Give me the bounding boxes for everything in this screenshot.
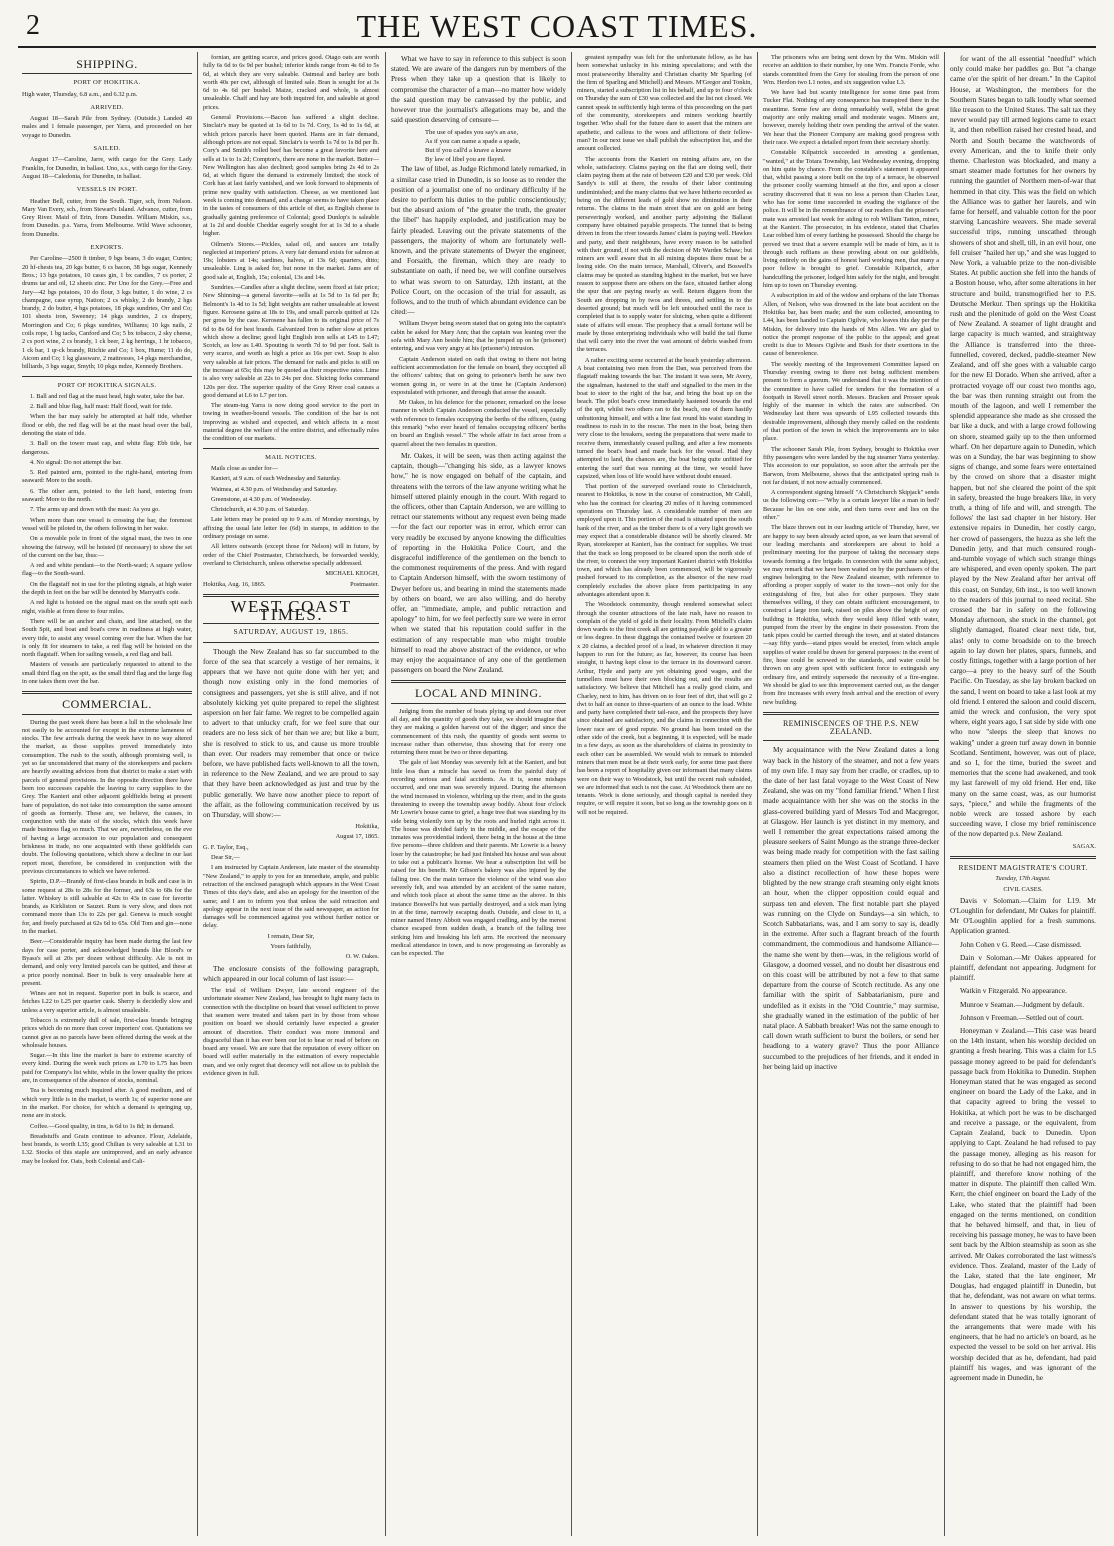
editorial-article — [203, 647, 379, 820]
divider — [763, 740, 939, 741]
local-paragraph: greatest sympathy was felt for the unfortunate fellow, as he has been somewhat unlucky in his mining speculations; and with the most praiseworthy liberality and Christian charity Mr Sparling (of the firm of Sparling and Mitchell) and Messrs. M'Gregor and Tonkin, miners, started a subscription list in his behalf, and up to four o'clock on Thursday the sum of £30 was collected and the list not closed. We cannot speak in sufficiently high terms of this proceeding on the part of the community, storekeepers and miners working heartily together. Who shall for the future dare to assert that the miners are apathetic, and callous to the woes and afflictions of their fellow-man? In our next issue we shall publish the subscription list, and the amount collected. — [577, 54, 752, 153]
local-paragraph: The blaze thrown out in our leading article of Thursday, have, we are happy to say been already acted upon, as we learn that several of our leading merchants and storekeepers are about to hold a preliminary meeting for the purpose of taking the necessary steps towards forming a fire brigade. In connexion with the same subject, we may remark that we have been waited on by the purchasers of the engines belonging to the New Zealand steamer, with reference to affording a proper supply of water to the town—not only for the extinguishing of fire, but also for other purposes. They state themselves willing, if they can obtain sufficient encouragement, to construct a large iron tank, raised on piles above the height of any building in Hokitika, which they would keep filled with water, pumped from the river by the engine in their possession. From the tank pipes could be carried through the town, and at stated distances—say fifty yards—stand pipes would be erected, from which ample supplies of water could be drawn for general purposes: in the event of fire, hose could be screwed to the standards, and water could be thrown on any given spot with sufficient force to extinguish any ordinary fire, and entirely supersede the necessity of a fire-engine. We should be glad to see this improvement carried out, as the danger from fire increases with every fresh arrival and the erection of every new building. — [763, 524, 939, 706]
shipping-heading: SHIPPING. — [76, 57, 138, 71]
divider — [950, 856, 1096, 859]
commercial-paragraph: Tea is becoming much inquired after. A good medium, and of which very little is in the market, is worth 1s; of superior none are in the market. For choice, for which a demand is springing up, none are in stock. — [22, 1087, 192, 1120]
letter-close-1: I remain, Dear Sir, — [267, 932, 315, 940]
signal-item: On a movable pole in front of the signal mast, the two in one showing the fairway, will be hoisted (if necessary) to show the set of the current on the bar, thus:— — [22, 535, 192, 559]
mail-place: Hokitika, Aug. 16, 1865. — [203, 580, 266, 588]
port-heading: PORT OF HOKITIKA. — [73, 79, 141, 87]
signal-item: On the flagstaff not in use for the piloting signals, at high water the depth in feet on the bar will be denoted by Marryatt's code. — [22, 580, 192, 597]
editorial-continued-2 — [391, 164, 566, 317]
signal-item: 6. The other arm, pointed to the left hand, entering from seaward: More to the north. — [22, 487, 192, 504]
editorial-after: The enclosure consists of the following paragraph, which appeared in our local column of last issue:— — [203, 963, 379, 983]
court-case: Munroe v Seaman.—Judgment by default. — [960, 999, 1085, 1009]
column-divider — [197, 52, 198, 1536]
commercial-paragraph: Spirits, D.P.—Brandy of first-class brands in bulk and case is in some request at 28s to 28s for the former, and 63s to 68s for the latter. Whiskey is still saleable at 42s to 43s in case for favorite brands, as Kirkliston or Sauzet. Rum is very slow, and does not command more than 13s to 22s per gal. Geneva is much sought for, and freely purchased at 62s 6d to 65s. Old Tom and gin—none in the market. — [22, 878, 192, 936]
evidence-quotes — [391, 320, 566, 448]
commercial-paragraph: During the past week there has been a lull in the wholesale line not easily to be accounted for except in the extreme lameness of stocks. The few arrivals during the week have in no way altered the market, as those supplies proved immediately into consumption. The rush to the south, although promising well, is yet so far unconsidered that many of the storekeepers and packers are heavily awaiting advices from that district to make a start with parcels of general provisions. In the opposite direction there have been too successes capable the leaving to carry supplies to the Grey. The Kanieri and other adjacent goldfields being at present bare of population, do not take into consumption the same amount of goods as formerly. These are, we believe, the causes, in conjunction with the state of the stocks, which this week have made business flag so much. That we are, nevertheless, on the eve of having a large accession to our population and consequent briskness in trade, no one acquainted with these goldfields can doubt. The following quotations, which show a decline in our last report most, therefore, be considered in conjunction with the previous circumstances to which we have referred. — [22, 718, 192, 875]
letter-body: I am instructed by Captain Anderson, late master of the steamship "New Zealand," to apply to you for an immediate, ample, and public retraction of the enclosed paragraph which appears in the West Coast Times of this day's date, and also an apology for the insertion of the same; and I am to inform you that unless the said retraction and apology appear in the next issue of the said newspaper, an action for damages will be commenced against you without further notice or delay. — [203, 864, 379, 930]
local-paragraph: The weekly meeting of the Improvement Committee lapsed on Thursday evening owing to there not being sufficient members present to form a quorum. We understand that it was the intention of the committee to have called for tenders for the formation of a footpath in Revell street north. Messrs. Bracken and Prosser speak highly of the manner in which the rates are subscribed. On Wednesday last there was upwards of L95 collected towards this desirable improvement, although they merely called on the residents of that portion of the town in which the improvements are to take place. — [763, 360, 939, 443]
court-heading: RESIDENT MAGISTRATE'S COURT. — [958, 862, 1088, 872]
commercial-paragraph: Oilmen's Stores.—Pickles, salad oil, and sauces are totally neglected at importers' prices. A very fair demand exists for salmon at 19s; lobsters at 14s; sardines, halves, at 13s 6d; quarters, ditto; unsaleable. Ling is asked for, but none in the market. Jams are of good sale at, English, 15s; colonial, 13s and 14s. — [203, 240, 379, 281]
poem-line: But if you call'd a knave a knave — [425, 147, 512, 155]
local-news — [763, 54, 939, 707]
commercial-paragraph: Wines are not in request. Superior port in bulk is scarce, and fetches L22 to L25 per quarter cask. Sherry is decidedly slow and unless a very superior article, is almost unsaleable. — [22, 990, 192, 1014]
court-case: Dain v Soloman.—Mr Oakes appeared for plaintiff, defendant not appearing. Judgment for plaintiff. — [950, 952, 1096, 983]
signal-item: A red and white pendant—to the North-ward; A square yellow flag—to the South-ward. — [22, 562, 192, 578]
editorial-paragraph: The law of libel, as Judge Richmond lately remarked, in a similar case tried in Dunedin, is so loose as to render the position of a journalist one of no ordinary difficulty if he desire to perform his duties to the public conscientiously; but the absurd axiom of "the greater the truth, the greater the libel" has happily exploded, and justification may be fairly pleaded. Leaving out the private statements of the passengers, the majority of whom are fortunately well-known, and the private statements of Dwyer the engineer, and Forsaith, the fireman, which they are ready to substantiate on oath, if need be, we will confine ourselves to what was sworn to on Saturday, 12th instant, at the Police Court, on the occasion of the trial for assault, as follows, and to the truth of which abundant evidence can be cited:— — [391, 164, 566, 317]
commercial-paragraph: Coffee.—Good quality, in tins, is 6d to 1s 8d; in demand. — [30, 1122, 175, 1130]
divider — [763, 712, 939, 715]
inner-masthead: WEST COAST TIMES. — [230, 596, 352, 625]
evidence-paragraph: Mr Oakes, in his defence for the prisoner, remarked on the loose manner in which Captain Anderson conducted the vessel, especially with reference to females occupying the berths of the officers, (using this remark) "who ever heard of females occupying officers' berths on board an English vessel." The whole affair in fact arose from a quarrel about the two females in question. — [391, 399, 566, 448]
divider — [203, 642, 379, 643]
sailed-text: August 17—Caroline, Jarre, with cargo for the Grey. Lady Franklin, for Dunedin, in ballast. Uno, s.s., with cargo for the Grey. August 18—Caledonia, for Dunedin, in ballast. — [22, 156, 192, 180]
court-case: Davis v Soloman.—Claim for L19. Mr O'Loughlin for defendant, Mr Oakes for plaintiff. Mr O'Loughlin applied for a fresh summons. Application granted. — [950, 895, 1096, 936]
mail-notice-line: Late letters may be posted up to 9 a.m. of Monday mornings, by affixing the usual late letter fee (6d) in stamps, in addition to the ordinary postage on same. — [203, 516, 379, 541]
vessels-label: VESSELS IN PORT. — [76, 186, 138, 194]
commercial-article — [22, 719, 192, 1166]
local-paragraph: The Woodstock community, though rendered somewhat select through the counter attractions of the late rush, have no reason to complain of the yield of gold in their locality. From Mitchell's claim down wards to the first creek all are getting payable gold to a greater or less degree. In these diggings the contained twelve or fourteen 20 x 20 claims, a decided proof of a lead, in whatever direction it may happen to run for the future; as far, however, its course has been straight, it having kept close to the terrace in its downward career. Arthur, Hyde and party are yet obtaining good wages, and the tunnellers must have their own blocking out, and the results are satisfactory. We believe that Mitchell has a really good claim, and Charley, next to him, has driven on to four feet of dirt, that will go 2 dwt to half an ounce to three-quarters of an ounce to the load. White and party have completed their tail-race, and the prospects they have since obtained are satisfactory, and the claims in connection with the lower race are of good repute. No ground has been tested on the other side of the creek, but a beginning, it is expected, will be made in a few days, as soon as the shareholders of claims in proximity to each other can be assembled. We would wish to remark to intended miners that men must be at their work early, for some time past there has been a report of hospitality given our informant that many claims were on their way to Woodstock, but until the recent rush subsided, we are informed that such is not the case. At Woodstock there are no tenants. Work is done seriously, and though capital is needed they require, or will require it soon, but so long as the township goes on it will not be required. — [577, 601, 752, 816]
column-2 — [203, 54, 379, 1534]
arrived-label: ARRIVED. — [90, 103, 124, 111]
signal-item: When more than one vessel is crossing the bar, the foremost vessel will be piloted in, the others following in her wake. — [22, 516, 192, 532]
divider — [391, 703, 566, 704]
local-paragraph: Judging from the number of boats plying up and down our river all day, and the quantity of goods they take, we should imagine that they are making a golden harvest out of the digger; and since the commencement of this rush, the quantity of goods sent seems to increase rather than otherwise, thus showing that for every one returning there must be two or three departing. — [391, 707, 566, 757]
commercial-paragraph: Sundries.—Candles after a slight decline, seem fixed at fair price; New Shinning—a general favorite—sells at 1s 5d to 1s 6d per lb; Belmont's 1s 4d to 1s 5d; light weights are rather unsaleable at lowest figure. Kerosene gains at 18s to 19s, and small parcels quitted at 12s per gross by the case. Kerosene has fallen to its original price of 7s 6d to 8s 6d for best brands. Galvanized Iron is rather slow at prices which show a decline; good light English iron sells at L45 to L47; Scotch, as low as L40. Spouting is worth 7d to 9d per foot. Salt is very scarce, and worth as high a price as 16s per cwt. Soap is also very saleable at fair prices. The demand for nails and picks is still on the increase at 65s; this may be quoted as their respective rates. Lime is also very saleable at 22s to 24s per doz. Sluicing forks command 120s per doz. The superior quality of the Grey River coal causes a good demand at L6 to L7 per ton. — [203, 284, 379, 399]
signal-item: 2. Ball and blue flag, half mast: Half flood, wait for tide. — [30, 403, 173, 411]
column-5 — [763, 54, 939, 1534]
court-case: Honeyman v Zealand.—This case was heard on the 14th instant, when his worship decided on granting a fresh hearing. This was a claim for L5 passage money agreed to be paid for defendant's passage back from Hokitika to Dunedin. Stephen Honeyman stated that he was engaged as second engineer on board the Lady of the Lake, and in that capacity agreed to bring the vessel to Hokitika, at which port he was to be discharged and receive a passage, or the equivalent, from Captain Zealand, back to Dunedin. Upon applying to Capt. Zealand he had refused to pay the passage money, alleging as his reason for refusing to do so that he had not engaged him, the plaintiff, and therefore know nothing of the matter in dispute. The plaintiff then called Wm. Kerr, the chief engineer on board the Lady of the Lake, who stated that the plaintiff had been engaged on the terms mentioned, on condition that he behaved himself, and that, in lieu of receiving his passage money, he was to have been sent back by the Albion steamship as soon as she arrived. Mr Oakes corroborated the last witness's evidence. Thos. Zealand, master of the Lady of the Lake, stated that the late engineer, Mr Douglas, had engaged plaintiff in Dunedin, but that he, defendant, was not aware on what terms. In answer to questions by his worship, the defendant stated that he was totally ignorant of the arrangements that were made with his engineers, that he had no article's on board, as he expected the vessel to be sold on her arrival. His worship decided that as he, defendant, had paid plaintiff his wages, and was ignorant of the agreement made in Dunedin, he — [950, 1026, 1096, 1382]
masthead — [0, 0, 1114, 44]
court-case: Watkin v Fitzgerald. No appearance. — [960, 986, 1067, 996]
newspaper-title: THE WEST COAST TIMES. — [356, 8, 758, 44]
commercial-paragraph: Sugar.—In this line the market is bare to extreme scarcity of every kind. During the week such prices as L70 to L75 has been paid for Company's list white, while in the lower quality the prices are, in consequence of the absence of stocks, nominal. — [22, 1052, 192, 1085]
court-cases — [950, 896, 1096, 1383]
local-paragraph: The gale of last Monday was severely felt at the Kanieri, and but little less than a miracle has saved us from the painful duty of recording serious and fatal accidents. As it is, some mishaps occurred, and one man was severely injured. During the afternoon the wind increased in violence, whirling up the river, and in the gusts threatening to sweep the township away bodily. About four o'clock Mr Lowrie's house came to grief, a huge tree that was standing by its side being violently torn up by the roots and hurled right across it. The house was divided fairly in the middle, and the escape of the inmates was providential indeed, there being in the house at the time five persons—three children and their parents. Mr Lowrie is a heavy loser by the catastrophe; he had just finished his house and was about to take out a publican's license. We hear a subscription list will be raised for his benefit. Mr Gibson's bakery was also injured by the falling tree. On the main terrace the violence of the wind was also severely felt, and was attended by an accident of the same nature, and which took place at about the same time as the above. In this instance Boswell's hut was partially destroyed, and a sick man lying in at the time, narrowly escaping death. Outside, and close to it, a miner named Henry Abbott was engaged cradling, and by the merest chance escaped from sudden death, a branch of the falling tree striking him and breaking his left arm. He received the necessary medical attendance in town, and is now progressing as favorably as can be expected. The — [391, 759, 566, 958]
letter-place: Hokitika, — [355, 823, 379, 831]
letter-signed: O. W. Oakes. — [345, 953, 379, 961]
signal-item: 5. Red painted arm, pointed to the right-hand, entering from seaward: More to the south. — [22, 469, 192, 485]
commercial-paragraph: Tobacco is extremely dull of sale, first-class brands bringing prices which do no more than cover importers' cost. Quotations we cannot give as no parcels have been offered during the week at the wholesale houses. — [22, 1016, 192, 1049]
column-3 — [391, 54, 566, 1534]
court-case: John Cohen v G. Reed.—Case dismissed. — [960, 939, 1082, 949]
column-divider — [944, 52, 945, 1536]
letter-date: August 17, 1865. — [335, 833, 379, 841]
court-date: Tuesday, 17th August. — [995, 875, 1051, 883]
commercial-heading: COMMERCIAL. — [62, 697, 152, 712]
signal-item: There will be an anchor and chain, and line attached, on the South Spit, and boat and boat's crew in readiness at high water, every tide, to assist any vessel coming over the bar. When the bar is only fit for steamers to take, a red flag will be hoisted on the north flagstaff. When for sailing vessels, a red flag and ball. — [22, 617, 192, 659]
local-paragraph: A correspondent signing himself "A Christchurch Skipjack" sends us the following con:—"Why is a certain lawyer like a man in bed? Because he lies on one side, and then turns over and lies on the other." — [763, 489, 939, 522]
mail-notices — [203, 465, 379, 568]
column-divider — [385, 52, 386, 1536]
sailed-label: SAILED. — [93, 145, 121, 153]
divider — [391, 680, 566, 683]
local-paragraph: The accounts from the Kanieri on mining affairs are, on the whole, satisfactory. Claims paying on the flat are doing well, their claim paying them at the rate of between £20 and £30 per week. Old Sandy's is still at there, the results of their labor continuing undiminished; and the many claims that we have hitherto recorded as being on the different leads of gold show no diminution in their returns. The claims in the main street that are on gold are being perseveringly worked, and another party adjoining the Ballarat company have obtained payable prospects. The tunnel that is being driven in from the river towards James' claim is paying well. Hawkes and party, and their neighbours, have every reason to be satisfied with their ground, if not with the decision of Mr Warden Schaw; but miners are well aware that in all mining disputes there must be a losing side. On the main terrace, Marshall, Oliver's, and Boswell's claims may be quoted as standing highest in the market, but we have reason to suppose there are others on the face, situated farther along the spur that are paying nearly as well. Return diggers from the South are dropping in by twos and threes, and settling in to the deserted ground; but much will be left untouched until the race is completed that is to supply water for sluicing, when quite a different state of affairs will ensue. The prophecy that a small fortune will be made by those enterprising individuals who will build the tail flume that will carry into the river the vast amount of debris washed from the terraces. — [577, 155, 752, 354]
column-6 — [950, 54, 1096, 1534]
signal-item: Masters of vessels are particularly requested to attend to the small third flag on the spit, as the small third flag and the large flag in one takes them over the bar. — [22, 661, 192, 685]
divider — [22, 714, 192, 715]
local-paragraph: The prisoners who are being sent down by the Wm. Miskin will receive an addition to their number, by one Wm. Francis Forde, who stands committed from the Grey for stealing from the person of one Wm. Herdon two L1 notes, and six suggestion value L3. — [763, 54, 939, 86]
quoted-paragraph: The trial of William Dwyer, late second engineer of the unfortunate steamer New Zealand, has brought to light many facts in connection with the discipline on board that vessel sufficient to prove that seamen were treated and taken part in by those from whose position on board we should certainly have expected a greater amount of discretion. Their conduct was more immoral and disgraceful than it has ever been our lot to hear or read of before on board any vessel. We are sure that the reputation of every officer on board will suffer materially in the estimation of every respectable man, and we only regret that decency will not allow us to publish the evidence given in full. — [203, 987, 379, 1077]
editorial-continued — [391, 54, 566, 125]
court-case: Johnson v Freeman.—Settled out of court. — [960, 1012, 1084, 1022]
signal-item: 3. Ball on the tower mast cap, and white flag: Ebb tide, bar dangerous. — [22, 440, 192, 456]
commercial-paragraph: The steam-tug Yarra is now doing good service to the port in towing in weather-bound vessels. The condition of the bar is not improving as wished and expected, and which affects in a most material degree the welfare of the entire district, and effectually rules the condition of our markets. — [203, 402, 379, 443]
signal-item: 7. The arms up and down with the mast: As you go. — [30, 506, 160, 514]
local-mining-continued — [577, 54, 752, 817]
local-mining-heading: LOCAL AND MINING. — [414, 686, 543, 701]
signal-item: 4. No signal: Do not attempt the bar. — [30, 458, 122, 466]
editorial-paragraph: What we have to say in reference to this subject is soon stated. We are aware of the dangers run by members of the Press when they take up a question that is likely to compromise the character of a man—no matter how widely the said question may be canvassed by the public, and however true the journalist's allegations may be, and the said question deserving of censure— — [391, 54, 566, 125]
mail-notice-line: Christchurch, at 4.30 p.m. of Saturday. — [211, 506, 309, 514]
mail-footer — [203, 581, 379, 589]
masthead-rule — [18, 46, 1096, 48]
reminiscence-paragraph: My acquaintance with the New Zealand dates a long way back in the history of the steamer, and not a few years of my own life. I may say from her cradle, or cradles, up to the date of her last fatal voyage to the West Coast of New Zealand, she was on my "fond familiar friend." When I first made acquaintance with her she was on the stocks in the glass-covered building yard of Messrs Tod and Macgregor, at Glasgow. Her launch is yet distinct in my memory, and well I remember the great expectations raised among the pleasure seekers of Saint Mungo as the strange three-decker was being made ready for competition with the fast sailing steamers then plied on the West Coast of Scotland. I have also a distinct recollection of how these hopes were blighted by the new strange craft steaming only eight knots an hour, when the clipper opposition could equal and surpass ten and eleven. The first notable part she played was running on the Clyde on Sundays—a sin which, to Scotch Sabbatarians, was, and I am sorry to say is, deadly in the extreme. After such a flagrant breach of the fourth commandment, the commodious and handsome Alliance—the name she went by then—was, in the religious world of Glasgow, a doomed vessel, and no doubt her disastrous end on this coast will be attributed by not a few to that same departure from the course of Scotch rectitude. As any one familiar with the spirit of Sabbatarianism, pure and undefiled as it exists in the "Old Countrie," may surmise, she gradually waned in the estimation of the public of her natal place. A Sabbath breaker! Was not the same enough to call down wrath sufficient to burst the boilers, or send her headlong to a watery grave? Thus the poor Alliance succumbed to the prejudices of her friends, and it ended in her being laid up inactive — [763, 745, 939, 1071]
mail-signed: MICHAEL KEOGH, — [325, 570, 379, 578]
mail-heading: MAIL NOTICES. — [265, 453, 317, 461]
column-divider — [757, 52, 758, 1536]
arrived-text: August 18—Sarah Pile from Sydney. (Outside.) Landed 49 males and 1 female passenger, per Yarra, and proceeded on her voyage to Dunedin. — [22, 115, 192, 139]
mail-notice-line: Mails close as under for— — [211, 464, 278, 472]
mail-title: Postmaster. — [350, 580, 379, 588]
commercial-paragraph: fornian, are getting scarce, and prices good. Otago oats are worth fully 6s 6d to 6s 9d per bushel; inferior kinds range from 4s 6d to 5s 6d, at which they are very saleable. Oatmeal and barley are both worth 40s per cwt, although of limited sale. Bran is sought for at 3s 6d to 4s 6d per bushel. Maize, cracked and whole, is almost unsaleable. Chaff and hay are both inquired for, and saleable at good prices. — [203, 54, 379, 111]
reminiscences-heading: REMINISCENCES OF THE P.S. NEW ZEALAND. — [782, 718, 920, 737]
local-paragraph: A subscription in aid of the widow and orphans of the late Thomas Allen, of Nelson, who was drowned in the late boat accident on the Hokitika bar, has been made; and the sum collected, amounting to L44, has been handed to Captain Ogilvie, who leaves this day per the Miskin, for delivery into the hands of Mrs Allen. We are glad to notice the prompt response of the public to the appeal; and great credit is due to Messrs Ogilvie and Bush for their exertions in the cause of benevolence. — [763, 292, 939, 358]
local-mining-article — [391, 708, 566, 959]
high-water-text: High water, Thursday, 6.8 a.m., and 6.32 p.m. — [22, 90, 138, 98]
reminiscence-paragraph: for want of the all essential "needful" which only could make her paddles go. But "a change came o'er the spirit of her dream." In the Capitol House, at Washington, the members for the Southern States began to talk loudly what seemed like treason to the United States. The salt tax they never would pay till armed legions came to exact it, and then rebellion raised her crested head, and North and South became the watchwords of every American, and the to knife their only theme. Charleston was blockaded, and many a smart steamer made fortunes for her owners by running the gauntlet of Northern men-of-war that hemmed in that city. This was the field on which the Alliance was to gather her laurels, and win fame for herself, and valuable cotton for the poor starving Lancashire weavers. She made several successful trips, running unscathed through showers of shot and shell, till, in an evil hour, one fell cruiser "hailed her up," and she was lugged to New York, a valuable prize to the non-divisible States. At public auction she fell into the hands of a Boston house, who, after some alterations in her structure and build, transmogrified her to P.S. Deutsche Merkur. Then springs up the Hokitika rush and the plenitude of gold on the West Coast of New Zealand. A steamer of light draught and large capacity is much wanted, and straightway the Alliance is transferred into the three-funnelled, covered, decked, paddle-steamer New Zealand, and off she goes with a valuable cargo for the new El Dorado. When she arrived, after a protracted voyage off our coast two months ago, the bar was then running straight out from the mouth of the lagoon, and well I remember the splendid appearance she made as she crossed the bar like a duck, and with a large crowd following on shore, steamed gaily up to the then unformed wharf. On her departure again to Dunedin, which was on a Sunday, the bar was beginning to show signs of change, and some fears were entertained by the crowd on shore that a disaster might happen, but no! she cleared the point of the spit in safety, breasted the huge breakers like, in very truth, a thing of life and will, and strength. The follows' the last sad chapter in her history. Her extensive repairs in Dunedin, her costly cargo, her crowd of passengers, the huzza as she left the Dunedin jetty, and that much censured rough-and-tumble voyage of which such strange things are whispered, and even openly spoken. The part played by the New Zealand after her arrival off this coast, on Sunday, 6th inst., is too well known to the readers of this journal to need recital. She crossed the bar in safety on the following Monday afternoon, she stuck in the channel, got slightly damaged, floated clear next tide, but, alas! only to come broadside on to the breech again to lay down her plates, spars, funnels, and costly fittings, together with a large portion of her cargo—a prey to the heavy surf of the South Pacific. On Tuesday, as she lay broken backed on the sand, I went on board to take a last look at my old friend. I entered the saloon and could discern, amid the wreck and confusion, the very spot where, eight years ago, I sat side by side with one who now "sleeps the sleep that knows no waking" under a green turf away down in bonnie Scotland. Sentiment, however, was out of place, and so I, for the time, buried the sweet and memories that the scene had awakened, and took my last farewell of my old friend. Her end, like many on the same coast, was, as our humorist says, "piece," and while the fragments of the noble wreck are tossed ashore by each succeeding wave, I close my brief reminiscence of the now departed p.s. New Zealand. — [950, 54, 1096, 839]
reminiscences-continued — [950, 54, 1096, 840]
local-paragraph: That portion of the surveyed overland route to Christchurch, nearest to Hokitika, is now in the course of construction, Mr Cahill, who has the contract for clearing 20 miles of it having commenced operations on Thursday last. A considerable number of men are employed upon it. This portion of the road is situated upon the south bank of the river, and as the timber there is of a very light growth we may expect that a considerable distance will be shortly cleared. Mr Ryan, storekeeper at Kanieri, has the contract for supplies. We trust that the track so long proposed to be cleared upon the north side of the river, to connect the very important Kanieri district with Hokitika town, and which has already been commenced, will be vigorously pushed forward to its completion, as the absence of the new road completely excludes the above place from participating in any advantages attendant upon it. — [577, 483, 752, 598]
reminiscences-article — [763, 745, 939, 1072]
issue-date: SATURDAY, AUGUST 19, 1865. — [233, 627, 349, 637]
page-number: 2 — [26, 10, 40, 41]
evidence-paragraph: William Dwyer being sworn stated that on going into the captain's cabin he asked for Mary Ann; that the captain was leaning over the sofa with Mary Ann beside him; that he jumped up on he (prisoner) entering, and was very angry at his (prisoner's) intrusion. — [391, 320, 566, 353]
signal-item: A red light is hoisted on the signal mast on the south spit each night, visible at from three to four miles. — [22, 599, 192, 615]
signals-heading: PORT OF HOKITIKA SIGNALS. — [57, 381, 157, 389]
divider — [22, 376, 192, 377]
letter-salutation: Dear Sir,— — [211, 854, 240, 862]
signals-list — [22, 393, 192, 687]
letter-to: G. F. Taylor, Esq., — [203, 843, 249, 851]
exports-label: EXPORTS. — [90, 244, 124, 252]
poem-line: By law of libel you are flayed. — [425, 156, 506, 164]
evidence-paragraph: Captain Anderson stated on oath that owing to there not being sufficient accommodation for the female on board, they occupied all the officers' cabins; that on going to prisoner's berth he saw two women going in, or were in at the time he (Captain Anderson) expostulated with prisoner, and through that arose the assault. — [391, 355, 566, 396]
poem-line: As if you can name a spade a spade, — [425, 138, 521, 146]
mail-notice-line: Kanieri, at 9 a.m. of each Wednesday and Saturday. — [211, 475, 341, 483]
commercial-paragraph: Breadstuffs and Grain continue to advance. Flour, Adelaide, best brands, is worth L35; good Chilian is very saleable at L31 to L32. Stocks of this staple are unimproved, and an early advance may be looked for. Oats, both Colonial and Cali- — [22, 1132, 192, 1165]
column-4 — [577, 54, 752, 1534]
commercial-article-continued — [203, 54, 379, 444]
vessels-text: Heather Bell, cutter, from the South. Tiger, sch, from Nelson. Mary Van Every, sch., from Stewart's Island. Advance, cutter, from Grey River. Maid of Erin, from Dunedin. William Miskin, s.s., from Dunedin. p.s. Yarra, from Melbourne. Wild Wave schooner, from Dunedin. — [22, 197, 192, 238]
editorial-continued-3 — [391, 451, 566, 675]
column-1 — [22, 54, 192, 1534]
divider — [22, 691, 192, 694]
signal-item: When the bar may safely be attempted at half tide, whether flood or ebb, the red flag will be at the mast head over the ball, denoting the state of tide. — [22, 413, 192, 437]
mail-notice-line: All letters outwards (except those for Nelson) will in future, by order of the Chief Postmaster, Christchurch, be forwarded weekly, overland to Christchurch, unless otherwise specially addressed. — [203, 543, 379, 567]
local-paragraph: Constable Kilpatrick succeeded in arresting a gentleman, "wanted," at the Totara Township, last Wednesday evening, dropping on him quite by chance. From the constable's statement it appeared that, whilst passing a store built on the top of a terrace, he observed the prisoner coolly warming himself at the fire, and upon a closer scrutiny discovered that it was no less a person than Charles Lear, who has for some time succeeded in evading the vigilance of the police. It will be in the remembrance of our readers that the prisoner's mate was arrested last week for aiding to rob William Tatton, miner, at the Kanieri. The prosecutor, in his evidence, stated that Charles Lear robbed him of every farthing he possessed. Should the charge be proved we trust that a severe example will be made of him, as it is through such ruffians as these prowling about on our goldfields, living entirely on the gains of honest hard working men, that many a poor fellow is brought to grief. Constable Kilpatrick, after handcuffing the prisoner, lodged him safely for the night, and brought him up to town on Thursday evening. — [763, 149, 939, 290]
divider — [22, 73, 192, 74]
divider — [203, 448, 379, 449]
signature: SAGAX. — [1072, 842, 1096, 850]
local-paragraph: We have had but scanty intelligence for some time past from Tucker Flat. Nothing of any consequence has transpired there in the meantime. Some few are doing remarkably well, whilst the great majority are only making small and moderate wages. Miners are, however, merely holding their own pending the arrival of the water. We hear that the Pioneer Company are making good progress with their race. We expect a detailed report from their secretary shortly. — [763, 89, 939, 146]
column-divider — [571, 52, 572, 1536]
signal-item: 1. Ball and red flag at the mast head, high water, take the bar. — [30, 392, 185, 400]
poem-quote — [391, 128, 566, 164]
editorial-paragraph: Though the New Zealand has so far succumbed to the force of the sea that scarcely a vestige of her remains, it appears that we have not quite done with her yet; and though now existing only in the fond memories of consignees and passengers, yet she is still alive, and if not absolutely kicking yet quite prepared to repel the slightest aspersion on her fair fame. We regret to be compelled again to advert to that unlucky craft, for we feel sure that our readers are no less sick of her than we are; but like a burr, she is resolved to stick to us, and cause us more trouble than ever. Our readers may remember that once or twice before, we have published facts well-known to all the town, in reference to the New Zealand, and we are proud to say that they have been acknowledged as just and true by the public generally. We have now another piece to report of the affair, as the following communication received by us on Thursday, will show:— — [203, 646, 379, 819]
mail-notice-line: Waimea, at 4.30 p.m. of Wednesday and Saturday. — [211, 485, 338, 493]
commercial-paragraph: Beer.—Considerable inquiry has been made during the last few days for case porter, and acknowledged brands like Blood's or Byass's sell at 20s per dozen without difficulty. Ale is not in demand, and only very limited parcels can be quitted, and these at a price poorly nominal. Beer in bulk is very unsaleable here at present. — [22, 938, 192, 987]
commercial-paragraph: General Provisions.—Bacon has suffered a slight decline. Sinclair's may be quoted at 1s 6d to 1s 7d. Cory, 1s 4d to 1s 6d, at which prices parcels have been quoted. Hams are in fair demand, although prices are not equal. Sinclair's is worth 1s 7d to 1s 8d per lb. Cory's and Smith's rolled beef has become a great favorite here and sells at 1s to 1s 2d; Compton's, there are none in the market. Butter—New Wellington has also declined; good samples bring 2s 4d to 2s 6d, at which figure the demand is extremely limited; the stock of Cork has at last fairly vanished, and we look forward to shipments of prime new quality with satisfaction. Cheese, as we mentioned last week is coming into demand, and a change seems to have taken place in the tastes of consumers of this article of diet, as English cheese is gradually gaining preference of Colonial; good Dunlop's is saleable at 1s 2d and double Cheddar eagerly sought for at 1s 3d to a shade higher. — [203, 114, 379, 238]
exports-text: Per Caroline—2500 ft timber, 9 bgs beans, 3 do sugar, Cuntes; 20 hf-chests tea, 20 kgs butter, 6 cs bacon, 38 bgs sugar, Kennedy Bros.; 13 bgs potatoes, 10 cases gin, 1 bx candles, 7 cs porter, 2 drums tar and oil, 12 sheets zinc. Per Uno for the Grey.—Free and Jury—42 bgs potatoes, 10 do flour, 3 kgs butter, 1 do wine, 2 cs champagne, case syrup, Nation; 2 cs whisky, 2 do brandy, 2 hgs brandy, 2 do butter, 4 bgs potatoes, 18 pkgs sundries, Orr and Co; 101 sheets iron, Sweeney; 14 pkgs sundries, 2 cs drapery, Morrington and Co; 6 pkgs sundries, Williams; 10 kgs nails, 2 coils rope, 1 bg tacks, Canford and Co; 5 bx tobacco, 2 sky cheese, 2 cs port wine, 2 cs brandy, 1 ck beer, 2 kg herrings, 1 hr tobacco, 1 ck bar, 1 qr-ck brandy, Ritchie and Co; 1 box, Hume; 11 do do, Aicom and Co; 1 kg glassware, 2 mattresses, 14 pkgs merchandise, billiards, 3 bgs sugar, Smyth; 10 pkgs mdze, Kennedy Brothers. — [22, 255, 192, 371]
local-paragraph: A rather exciting scene occurred at the beach yesterday afternoon. A boat containing two men from the Dan, was perceived from the flagstaff making towards the bar. The instant it was seen, Mr Avery, the signalman, hastened to the staff and signalled to the men in the boat to steer to the right of the bar, and bring the boat up on the beach. The pilot boat's crew immediately hastened towards the end of the spit, whilst two others ran to the beach, one of them hastily unbuttoning himself, and with a line fast round his waist standing in readiness to rush in to the rescue. The men in the boat, being then very close to the breakers, seeing the preparations that were made to receive them, immediately ceased pulling, and after a few moments turned the boat's head and made back for the vessel. Had they attempted to land, the chances are, the boat being quite unfitted for entering the surf that was running at the time, we would have capsized, when loss of life would have without doubt ensued. — [577, 356, 752, 480]
letter-close-2: Yours faithfully, — [270, 943, 312, 951]
civil-cases-label: CIVIL CASES. — [1003, 885, 1043, 893]
local-paragraph: The schooner Sarah Pile, from Sydney, brought to Hokitika over fifty passengers who were landed by the tug steamer Yarra yesterday. This accession to our population, so soon after the arrivals per the Barwon, from Melbourne, shows that the anticipated spring rush is not far distant, if not now actually commenced. — [763, 445, 939, 486]
poem-line: The use of spades you say's an axe, — [425, 129, 519, 137]
editorial-paragraph: Mr. Oakes, it will be seen, was then acting against the captain, though—"changing his side, as a lawyer knows how," he is now engaged on behalf of the captain, and threatens with the terrors of the law anyone writing what he himself uttered plainly enough in the court. With regard to the officers, other than Captain Anderson, we are willing to retract our statements without any request even being made—for the fact our reporter was in error, which error can very readily be excused by anyone knowing the difficulties of reporting in the Hokitika Police Court, and the disgraceful indifference of the gentlemen on the bench to the commonest requirements of the press. And with regard to Captain Anderson himself, with the sworn testimony of Dwyer before us, and bearing in mind the statements made by others on board, we are also willing, and do hereby offer, an "immediate, ample, and public retraction and apology" to him, for we feel perfectly sure we were in error when we stated that his reputation could suffer in the estimation of any respectable man who might trouble himself to read the above abstract of the evidence, or who may enjoy the acquaintance of any one of the gentlemen passengers on board the New Zealand. — [391, 450, 566, 675]
mail-notice-line: Greenstone, at 4.30 p.m. of Wednesday. — [211, 495, 312, 503]
